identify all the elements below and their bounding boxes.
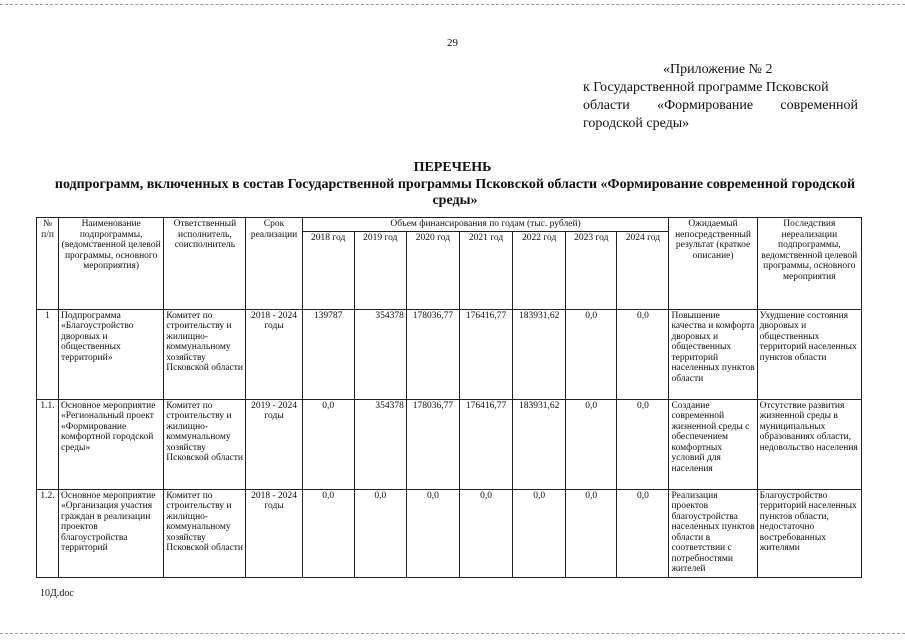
cell-executor: Комитет по строительству и жилищно-коммунальному хозяйству Псковской области: [164, 399, 246, 489]
col-header-consequences: Последствия нереализации подпрограммы, ведомственной целевой программы, основного мероприятия: [757, 218, 861, 310]
table-row: [37, 489, 862, 577]
cell-value: 0,0: [302, 399, 354, 489]
col-header-num: № п/п: [37, 218, 59, 310]
cell-value: 0,0: [406, 489, 459, 577]
appendix-line-1: «Приложение № 2: [663, 62, 773, 77]
col-header-name: Наименование подпрограммы, (ведомственной целевой программы, основного мероприятия): [59, 218, 164, 310]
cell-value: 0,0: [354, 489, 406, 577]
cell-num: 1.1.: [37, 399, 59, 489]
cell-consequences: Ухудшение состояния дворовых и общественных территорий населенных пунктов области: [757, 309, 861, 399]
cell-executor: Комитет по строительству и жилищно-коммунальному хозяйству Псковской области: [164, 489, 246, 577]
table-header-row: [37, 218, 862, 232]
cell-consequences: Благоустройство территорий населенных пунктов области, недостаточно востребованных жителями: [757, 489, 861, 577]
cell-consequences: Отсутствие развития жизненной среды в муниципальных образованиях области, недовольство населения: [757, 399, 861, 489]
cell-value: 183931,62: [513, 309, 566, 399]
table-row: [37, 399, 862, 489]
col-header-period: Срок реализации: [246, 218, 302, 310]
cell-num: 1: [37, 309, 59, 399]
scan-top-edge: [0, 4, 905, 5]
col-header-year: 2023 год: [566, 231, 617, 309]
col-header-year: 2019 год: [354, 231, 406, 309]
table-row: [37, 309, 862, 399]
appendix-line-2: к Государственной программе Псковской: [583, 80, 829, 95]
cell-period: 2018 - 2024 годы: [246, 309, 302, 399]
cell-result: Реализация проектов благоустройства населенных пунктов области в соответствии с потребностями жителей: [669, 489, 757, 577]
cell-value: 0,0: [302, 489, 354, 577]
appendix-line-4: городской среды»: [583, 116, 690, 131]
cell-value: 176416,77: [459, 309, 512, 399]
cell-value: 0,0: [617, 489, 669, 577]
cell-value: 0,0: [566, 399, 617, 489]
file-name-footer: 10Д.doc: [40, 588, 74, 599]
cell-executor: Комитет по строительству и жилищно-коммунальному хозяйству Псковской области: [164, 309, 246, 399]
cell-value: 183931,62: [513, 399, 566, 489]
cell-value: 354378: [354, 399, 406, 489]
cell-num: 1.2.: [37, 489, 59, 577]
cell-period: 2019 - 2024 годы: [246, 399, 302, 489]
col-header-executor: Ответственный исполнитель, соисполнитель: [164, 218, 246, 310]
appendix-block: [583, 61, 858, 133]
cell-value: 139787: [302, 309, 354, 399]
cell-name: Основное мероприятие «Организация участия граждан в реализации проектов благоустройства территорий: [59, 489, 164, 577]
cell-result: Повышение качества и комфорта дворовых и общественных территорий населенных пунктов области: [669, 309, 757, 399]
cell-value: 178036,77: [406, 399, 459, 489]
cell-value: 0,0: [617, 309, 669, 399]
scan-bottom-edge: [0, 633, 905, 634]
col-header-year: 2018 год: [302, 231, 354, 309]
appendix-line-3: области «Формирование современной: [583, 98, 858, 113]
col-header-year: 2020 год: [406, 231, 459, 309]
cell-value: 0,0: [566, 489, 617, 577]
col-header-funding: Объем финансирования по годам (тыс. рублей): [302, 218, 669, 232]
cell-value: 176416,77: [459, 399, 512, 489]
cell-value: 0,0: [513, 489, 566, 577]
cell-value: 178036,77: [406, 309, 459, 399]
document-subtitle: подпрограмм, включенных в состав Государственной программы Псковской области «Формирование современной городской среды»: [54, 177, 856, 208]
cell-name: Основное мероприятие «Региональный проект «Формирование комфортной городской среды»: [59, 399, 164, 489]
cell-period: 2018 - 2024 годы: [246, 489, 302, 577]
col-header-year: 2021 год: [459, 231, 512, 309]
cell-name: Подпрограмма «Благоустройство дворовых и общественных территорий»: [59, 309, 164, 399]
document-title: ПЕРЕЧЕНЬ: [413, 160, 492, 175]
cell-value: 0,0: [459, 489, 512, 577]
subprogram-table: [36, 217, 862, 578]
cell-result: Создание современной жизненной среды с обеспечением комфортных условий для населения: [669, 399, 757, 489]
col-header-result: Ожидаемый непосредственный результат (краткое описание): [669, 218, 757, 310]
cell-value: 0,0: [617, 399, 669, 489]
col-header-year: 2024 год: [617, 231, 669, 309]
col-header-year: 2022 год: [513, 231, 566, 309]
page-number: 29: [447, 37, 458, 49]
cell-value: 354378: [354, 309, 406, 399]
cell-value: 0,0: [566, 309, 617, 399]
